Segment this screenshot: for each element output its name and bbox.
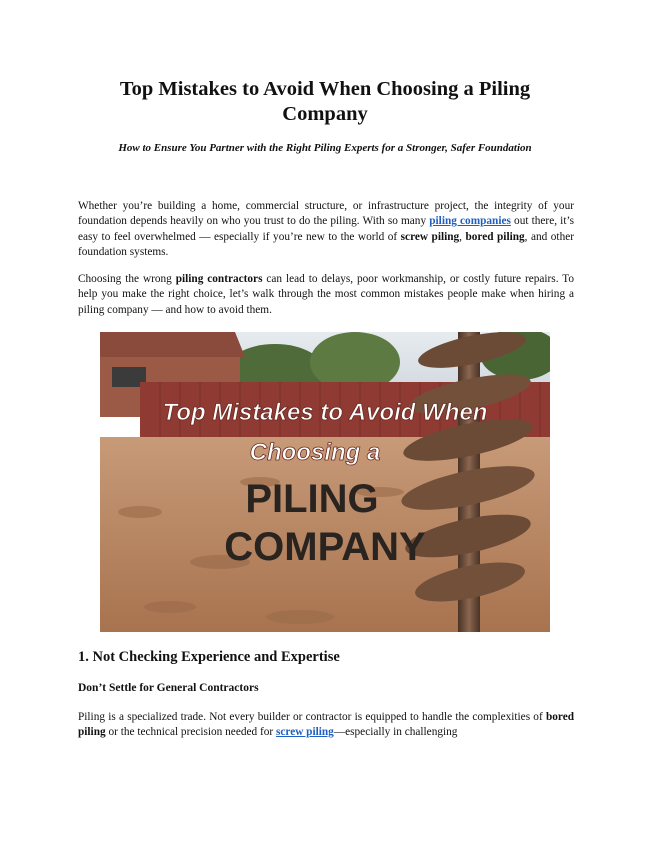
section-1-paragraph bbox=[78, 710, 574, 741]
s1-text-2: or the technical precision needed for bbox=[105, 726, 276, 739]
bored-piling-bold-2: bored piling bbox=[78, 711, 574, 739]
screw-piling-bold: screw piling bbox=[400, 230, 460, 243]
intro-paragraph bbox=[78, 199, 574, 260]
para2-text-2: can lead to delays, poor workmanship, or costly future repairs. To help you make the right choice, let’s walk through the most common mistakes people make when hiring a piling company — and how to avoid them. bbox=[78, 273, 574, 316]
title-line-1: Top Mistakes to Avoid When Choosing a Piling bbox=[119, 78, 531, 100]
intro-text-4: , and other foundation systems. bbox=[78, 230, 574, 258]
section-1-subheading: Don’t Settle for General Contractors bbox=[78, 682, 259, 694]
hero-line-1: Top Mistakes to Avoid When bbox=[162, 399, 488, 426]
piling-contractors-bold: piling contractors bbox=[175, 273, 263, 285]
title-line-2: Company bbox=[282, 103, 368, 125]
bored-piling-bold: bored piling bbox=[465, 230, 525, 243]
hero-line-3: PILING bbox=[245, 477, 379, 521]
screw-piling-link[interactable]: screw piling bbox=[275, 726, 334, 739]
hero-line-4: COMPANY bbox=[224, 525, 426, 569]
page-title bbox=[78, 77, 572, 127]
section-1-heading: 1. Not Checking Experience and Expertise bbox=[78, 649, 340, 665]
para2-text-1: Choosing the wrong bbox=[78, 273, 176, 285]
hero-image bbox=[100, 332, 550, 632]
house-roof bbox=[100, 332, 245, 357]
second-paragraph bbox=[78, 272, 574, 318]
hero-line-2: Choosing a bbox=[249, 439, 381, 466]
s1-text-1: Piling is a specialized trade. Not every builder or contractor is equipped to handle the complexities of bbox=[78, 711, 546, 723]
page-subtitle: How to Ensure You Partner with the Right Piling Experts for a Stronger, Safer Foundation bbox=[118, 142, 532, 154]
piling-companies-link[interactable]: piling companies bbox=[429, 215, 511, 228]
s1-text-3: —especially in challenging bbox=[333, 726, 458, 739]
intro-text-2: out there, it’s easy to feel overwhelmed — especially if you’re new to the world of bbox=[78, 215, 574, 243]
intro-text-1: Whether you’re building a home, commercial structure, or infrastructure project, the integrity of your foundation depends heavily on who you trust to do the piling. With so many bbox=[78, 200, 574, 228]
intro-text-3: , bbox=[459, 230, 466, 243]
